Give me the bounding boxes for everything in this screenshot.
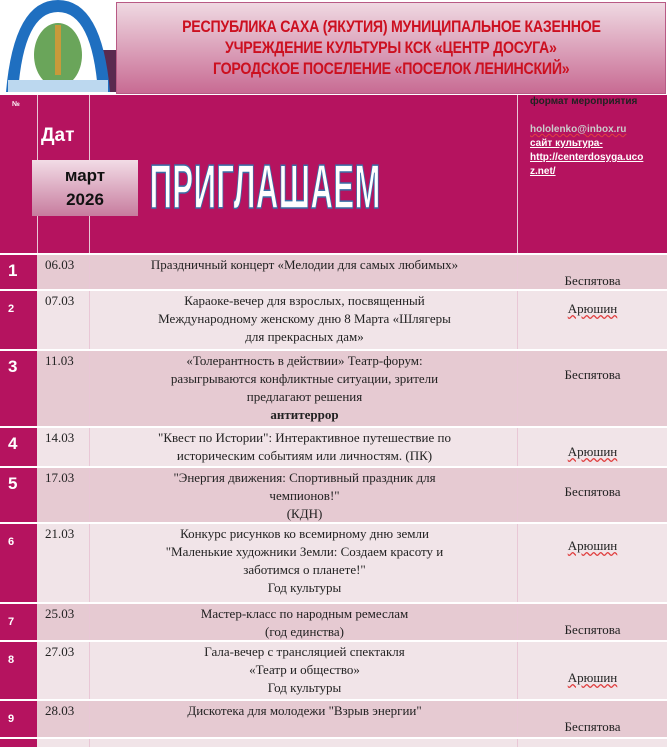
event-line: заботимся о планете!" [243, 562, 366, 577]
row-event [92, 352, 517, 424]
row-event [92, 469, 517, 523]
row-event [92, 525, 517, 597]
event-line: Гала-вечер с трансляцией спектакля [204, 644, 405, 659]
event-tag: антитеррор [270, 407, 339, 422]
event-line: историческим событиям или личностям. (ПК) [176, 448, 433, 463]
row-date: 28.03 [45, 703, 75, 718]
table-row [0, 466, 667, 522]
row-event [92, 605, 517, 641]
row-event [92, 292, 517, 346]
event-line: для прекрасных дам» [245, 329, 364, 344]
row-date: 07.03 [45, 293, 75, 308]
table-row [0, 699, 667, 737]
event-line: чемпионов!" [269, 488, 340, 503]
event-line: Дискотека для молодежи "Взрыв энергии" [187, 703, 422, 718]
table-row [0, 426, 667, 466]
event-line: (КДН) [286, 506, 323, 521]
row-number: 2 [0, 291, 37, 349]
event-line: «Толерантность в действии» Театр-форум: [186, 353, 423, 368]
event-line: (год единства) [265, 624, 344, 639]
row-number: 3 [0, 351, 37, 426]
event-line: "Энергия движения: Спортивный праздник для [173, 470, 436, 485]
site-url-link[interactable]: http://centerdosyga.ucoz.net/ [530, 152, 644, 177]
row-responsible: Беспятова [564, 367, 621, 382]
event-line: Мастер-класс по народным ремеслам [200, 606, 409, 621]
table-row [0, 289, 667, 349]
event-line: Праздничный концерт «Мелодии для самых любимых» [150, 257, 459, 272]
banner-line: УЧРЕЖДЕНИЕ КУЛЬТУРЫ КСК «ЦЕНТР ДОСУГА» [225, 38, 557, 57]
row-number: 7 [0, 604, 37, 640]
table-row [0, 253, 667, 289]
row-responsible: Беспятова [564, 622, 621, 637]
row-event [92, 429, 517, 465]
event-line: Год культуры [267, 580, 342, 595]
row-number: 6 [0, 524, 37, 602]
event-line: "Квест по Истории": Интерактивное путешествие по [158, 430, 451, 445]
event-line: предлагают решения [246, 389, 363, 404]
row-date: 25.03 [45, 606, 75, 621]
row-date: 17.03 [45, 470, 75, 485]
row-number: 5 [0, 468, 37, 522]
row-date: 27.03 [45, 644, 75, 659]
row-responsible: Арюшин [567, 301, 618, 316]
event-line: разыгрываются конфликтные ситуации, зрители [170, 371, 439, 386]
row-event [92, 256, 517, 274]
month-badge: март 2026 [32, 160, 138, 216]
invite-wordart: ПРИГЛАШАЕМ [149, 152, 381, 222]
table-row [0, 522, 667, 602]
row-responsible: Беспятова [564, 484, 621, 499]
table-row [0, 602, 667, 640]
banner-line: ГОРОДСКОЕ ПОСЕЛЕНИЕ «ПОСЕЛОК ЛЕНИНСКИЙ» [212, 59, 570, 78]
row-event [92, 702, 517, 720]
event-line: Год культуры [267, 680, 342, 695]
row-number: 8 [0, 642, 37, 699]
event-line: Конкурс рисунков ко всемирному дню земли [180, 526, 429, 541]
site-label-link[interactable]: сайт культура- [530, 138, 603, 149]
email-link[interactable]: hololenko@inbox.ru [530, 124, 627, 135]
table-row [0, 640, 667, 699]
row-date: 11.03 [45, 353, 74, 368]
event-line: "Маленькие художники Земли: Создаем красоту и [165, 544, 444, 559]
row-number: 4 [0, 428, 37, 466]
column-number-header: № [12, 101, 20, 108]
row-responsible: Беспятова [564, 719, 621, 734]
column-date-header: Дат [41, 125, 75, 146]
table-row [0, 349, 667, 426]
row-number: 1 [0, 255, 37, 289]
row-responsible: Арюшин [567, 670, 618, 685]
banner-line: РЕСПУБЛИКА САХА (ЯКУТИЯ) МУНИЦИПАЛЬНОЕ КАЗЕННОЕ [181, 17, 601, 36]
event-line: Караоке-вечер для взрослых, посвященный [184, 293, 425, 308]
table-row [0, 737, 667, 747]
row-number: 9 [0, 701, 37, 737]
row-responsible: Арюшин [567, 444, 618, 459]
row-responsible: Арюшин [567, 538, 618, 553]
event-line: Международному женскому дню 8 Марта «Шлягеры [158, 311, 451, 326]
logo [4, 0, 112, 92]
row-date: 14.03 [45, 430, 75, 445]
row-date: 06.03 [45, 257, 75, 272]
format-column-header: формат мероприятия hololenko@inbox.ru сайт культура- http://centerdosyga.ucoz.net/ [530, 95, 665, 179]
row-responsible: Беспятова [564, 273, 621, 288]
row-event [92, 643, 517, 697]
organization-banner [116, 2, 666, 94]
row-date: 21.03 [45, 526, 75, 541]
event-line: «Театр и общество» [249, 662, 360, 677]
